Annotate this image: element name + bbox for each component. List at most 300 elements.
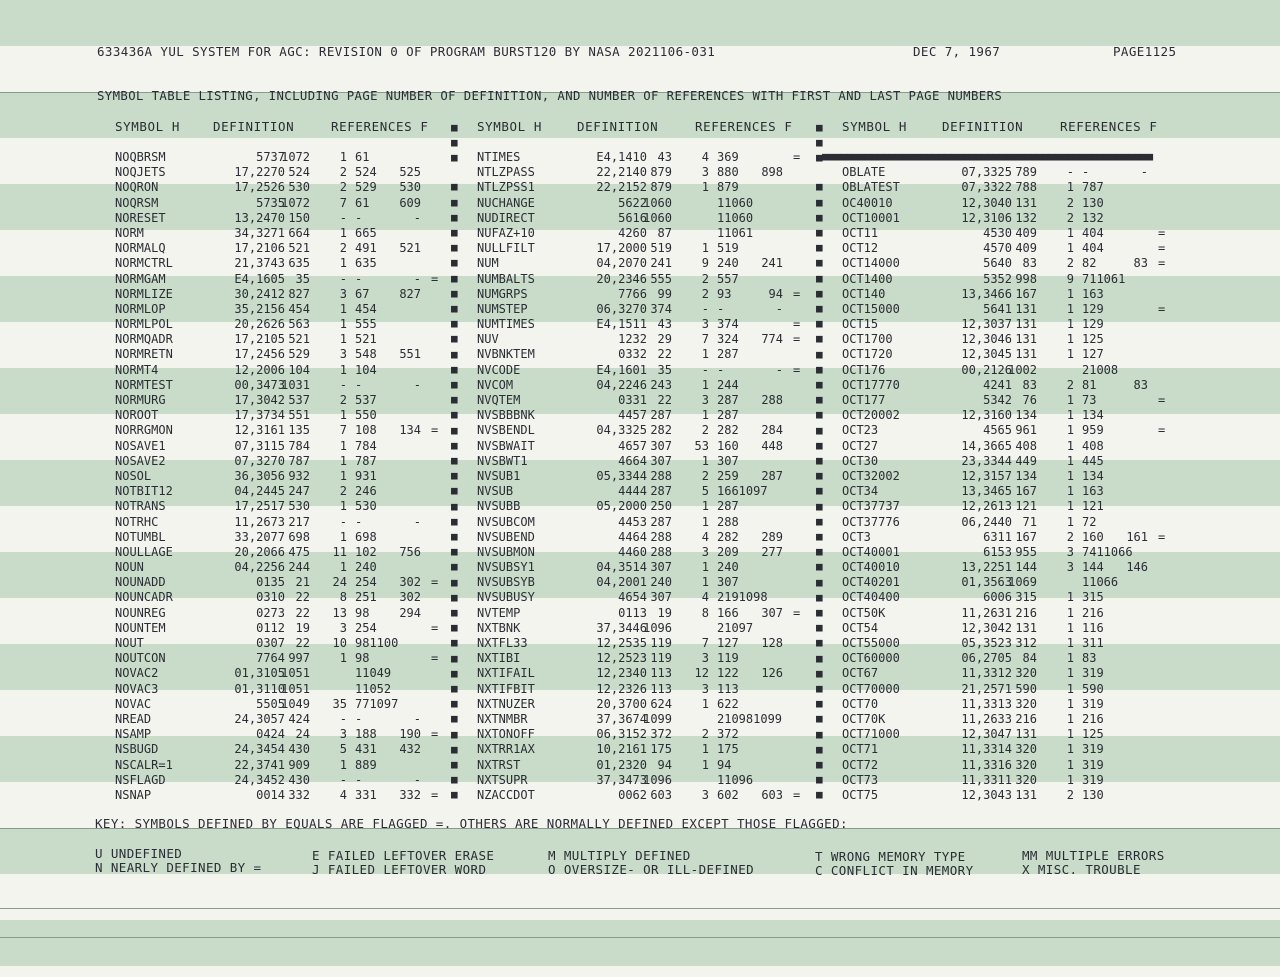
- definition-page: 320: [1015, 757, 1037, 772]
- col-header-definition: DEFINITION: [577, 119, 659, 134]
- table-row: [477, 515, 817, 530]
- definition-page: 530: [288, 499, 310, 514]
- symbol-name: OCT70K: [842, 711, 886, 726]
- symbol-name: NVQTEM: [477, 393, 521, 407]
- definition-address: 06,2440: [961, 514, 1012, 529]
- reference-count: 2: [339, 484, 347, 499]
- table-row: [477, 423, 817, 438]
- definition-address: 20,3700: [596, 696, 647, 711]
- definition-page: 87: [657, 225, 672, 240]
- key-item: E FAILED LEFTOVER ERASE: [312, 848, 495, 863]
- first-reference-page: 93: [717, 286, 732, 301]
- definition-address: 04,2246: [596, 377, 647, 392]
- separator-bullet: ■: [816, 530, 823, 543]
- definition-address: 12,2006: [234, 362, 285, 377]
- flag: =: [431, 575, 439, 590]
- definition-address: 01,2320: [596, 757, 647, 772]
- last-reference-page: -: [1140, 165, 1148, 180]
- separator-bullet: ■: [451, 347, 458, 361]
- table-row: [115, 256, 455, 271]
- flag: =: [1158, 423, 1166, 438]
- reference-count: 3: [701, 681, 709, 696]
- first-reference-page: 404: [1082, 225, 1104, 240]
- symbol-name: NREAD: [115, 711, 152, 726]
- definition-page: 21: [295, 575, 310, 590]
- definition-address: E4,1601: [596, 362, 647, 377]
- symbol-name: OCT37776: [842, 514, 900, 529]
- definition-address: 00,3473: [234, 377, 285, 392]
- first-reference-page: 116: [1082, 620, 1104, 635]
- flag: =: [431, 651, 439, 666]
- first-reference-page: 879: [717, 180, 739, 195]
- definition-address: 34,3271: [234, 225, 285, 240]
- symbol-name: OCT70000: [842, 681, 900, 696]
- definition-page: 282: [650, 423, 672, 438]
- definition-page: 113: [650, 666, 672, 681]
- last-reference-page: 284: [761, 423, 783, 438]
- definition-address: 12,3047: [961, 727, 1012, 742]
- separator-bullet: ■: [451, 378, 458, 391]
- definition-page: 1072: [281, 195, 310, 210]
- symbol-name: OCT17770: [842, 377, 900, 392]
- definition-page: 99: [657, 286, 672, 301]
- definition-page: 955: [1015, 544, 1037, 559]
- separator-bullet: ■: [816, 666, 823, 680]
- definition-page: 320: [1015, 742, 1037, 757]
- reference-count: 1: [1066, 393, 1074, 407]
- separator-bullet: ■: [816, 727, 823, 741]
- definition-address: 11,2631: [961, 605, 1012, 620]
- definition-address: 17,2106: [234, 241, 285, 256]
- definition-address: 5640: [983, 256, 1012, 271]
- reference-count: 1: [701, 560, 709, 575]
- key-item: MM MULTIPLE ERRORS: [1022, 848, 1165, 863]
- definition-address: 6311: [983, 529, 1012, 544]
- definition-address: 37,3674: [596, 711, 647, 726]
- key-title: KEY: SYMBOLS DEFINED BY EQUALS ARE FLAGGED =. OTHERS ARE NORMALLY DEFINED EXCEPT THOSE FLAGGED:: [95, 816, 848, 831]
- definition-address: 12,3045: [961, 347, 1012, 362]
- symbol-name: NSNAP: [115, 787, 152, 802]
- first-reference-page: 259: [717, 468, 739, 483]
- symbol-name: NOUT: [115, 636, 144, 650]
- table-row: [115, 272, 455, 287]
- table-row: [115, 712, 455, 727]
- definition-page: 320: [1015, 772, 1037, 787]
- last-reference-page: 277: [761, 544, 783, 559]
- table-row: [842, 682, 1182, 697]
- definition-address: 12,2613: [961, 499, 1012, 514]
- first-reference-page: -: [355, 772, 363, 787]
- table-row: [477, 378, 817, 393]
- separator-bullet: ■: [451, 742, 458, 756]
- table-row: [477, 302, 817, 317]
- definition-address: 07,3325: [961, 165, 1012, 180]
- definition-page: 134: [1015, 408, 1037, 423]
- symbol-name: OCT1400: [842, 271, 893, 286]
- table-row: [477, 697, 817, 712]
- table-row: [477, 484, 817, 499]
- reference-count: -: [339, 514, 347, 529]
- symbol-name: OBLATE: [842, 165, 886, 180]
- reference-count: 2: [339, 241, 347, 256]
- definition-page: 135: [288, 423, 310, 438]
- reference-count: 1: [339, 225, 347, 240]
- reference-count: 1: [1066, 408, 1074, 423]
- reference-count: 1: [1066, 605, 1074, 620]
- first-reference-page: 73: [1082, 393, 1097, 407]
- definition-address: 0307: [256, 636, 285, 650]
- reference-count: 1: [1066, 514, 1074, 529]
- definition-page: 83: [1022, 377, 1037, 392]
- col-header-symbol: SYMBOL H: [477, 119, 543, 134]
- table-row: [115, 758, 455, 773]
- table-row: [115, 408, 455, 423]
- first-reference-page: 319: [1082, 666, 1104, 681]
- definition-page: 131: [1015, 347, 1037, 362]
- symbol-name: OCT140: [842, 286, 886, 301]
- first-reference-page: -: [717, 362, 725, 377]
- separator-bullet: ■: [816, 286, 823, 300]
- reference-count: 1: [701, 408, 709, 423]
- symbol-name: OCT20002: [842, 408, 900, 423]
- table-row: [115, 590, 455, 605]
- table-row: [842, 439, 1182, 454]
- definition-page: 449: [1015, 453, 1037, 468]
- definition-page: 216: [1015, 711, 1037, 726]
- first-reference-page: 104: [355, 362, 377, 377]
- definition-page: 131: [1015, 332, 1037, 347]
- table-row: [477, 606, 817, 621]
- table-row: [477, 545, 817, 560]
- table-row: [842, 590, 1182, 605]
- symbol-name: NVSUB1: [477, 468, 521, 483]
- definition-address: 12,2523: [596, 651, 647, 666]
- reference-count: 1: [339, 438, 347, 453]
- table-row: [842, 317, 1182, 332]
- definition-address: 11,3311: [961, 772, 1012, 787]
- reference-count: 1: [339, 150, 347, 164]
- definition-address: 12,3042: [961, 620, 1012, 635]
- first-reference-page: 251: [355, 590, 377, 605]
- definition-address: 11,3312: [961, 666, 1012, 681]
- symbol-name: NORMLIZE: [115, 286, 173, 301]
- definition-address: 5737: [256, 150, 285, 164]
- definition-address: 00,2126: [961, 362, 1012, 377]
- definition-page: 131: [1015, 620, 1037, 635]
- reference-count: 2: [1066, 256, 1074, 271]
- first-reference-page: 319: [1082, 772, 1104, 787]
- definition-address: 07,3270: [234, 453, 285, 468]
- definition-address: 01,3563: [961, 575, 1012, 590]
- first-reference-page: 127: [1082, 347, 1104, 362]
- first-reference-page: 11066: [1082, 575, 1119, 590]
- first-reference-page: 134: [1082, 468, 1104, 483]
- first-reference-page: -: [355, 210, 363, 225]
- symbol-name: NVSUBB: [477, 499, 521, 514]
- symbol-name: OCT14000: [842, 256, 900, 271]
- table-row: [477, 393, 817, 408]
- table-row: [842, 211, 1182, 226]
- last-reference-page: -: [413, 271, 421, 286]
- first-reference-page: 711061: [1082, 271, 1126, 286]
- first-reference-page: 369: [717, 150, 739, 164]
- symbol-name: NOTBIT12: [115, 484, 173, 499]
- table-row: [477, 454, 817, 469]
- definition-page: 121: [1015, 499, 1037, 514]
- definition-address: 20,2066: [234, 544, 285, 559]
- definition-page: 132: [1015, 210, 1037, 225]
- symbol-name: NUMBALTS: [477, 271, 535, 286]
- first-reference-page: 102: [355, 544, 377, 559]
- table-row: [477, 165, 817, 180]
- definition-page: 408: [1015, 438, 1037, 453]
- flag: =: [1158, 301, 1166, 316]
- definition-page: 374: [650, 301, 672, 316]
- definition-page: 131: [1015, 301, 1037, 316]
- first-reference-page: 209: [717, 544, 739, 559]
- definition-page: 287: [650, 514, 672, 529]
- key-item: O OVERSIZE- OR ILL-DEFINED: [548, 862, 755, 877]
- symbol-name: NVSBENDL: [477, 423, 535, 438]
- table-row: [115, 545, 455, 560]
- table-row: [477, 469, 817, 484]
- definition-address: 6153: [983, 544, 1012, 559]
- reference-count: 1: [339, 757, 347, 772]
- symbol-name: NVSBBBNK: [477, 408, 535, 423]
- definition-page: 521: [288, 241, 310, 256]
- separator-bullet: ■: [816, 210, 823, 224]
- definition-address: 4654: [618, 590, 647, 605]
- separator-bullet: ■: [816, 514, 823, 528]
- reference-count: 10: [332, 636, 347, 650]
- first-reference-page: 331: [355, 787, 377, 802]
- symbol-column-2: [477, 150, 817, 803]
- table-row: [477, 636, 817, 651]
- symbol-name: NORMQADR: [115, 332, 173, 347]
- table-row: [115, 241, 455, 256]
- flag: =: [1158, 393, 1166, 407]
- first-reference-page: 72: [1082, 514, 1097, 529]
- first-reference-page: 374: [717, 317, 739, 332]
- first-reference-page: 635: [355, 256, 377, 271]
- definition-page: 288: [650, 468, 672, 483]
- symbol-name: NOUN: [115, 560, 144, 575]
- symbol-name: NVTEMP: [477, 605, 521, 620]
- last-reference-page: -: [413, 514, 421, 529]
- flag: =: [793, 787, 801, 802]
- first-reference-page: 134: [1082, 408, 1104, 423]
- reference-count: 2: [339, 165, 347, 180]
- symbol-name: OCT37737: [842, 499, 900, 514]
- table-row: [115, 378, 455, 393]
- definition-page: 119: [650, 651, 672, 666]
- table-row: [115, 621, 455, 636]
- definition-address: 11,2673: [234, 514, 285, 529]
- symbol-name: NOVAC: [115, 696, 152, 711]
- first-reference-page: 521: [355, 332, 377, 347]
- definition-page: 332: [288, 787, 310, 802]
- table-row: [115, 469, 455, 484]
- symbol-name: OBLATEST: [842, 180, 900, 195]
- table-row: [477, 712, 817, 727]
- separator-bullet: ■: [451, 773, 458, 787]
- first-reference-page: 61: [355, 150, 370, 164]
- definition-address: 1232: [618, 332, 647, 347]
- definition-address: 22,2140: [596, 165, 647, 180]
- definition-address: 07,3322: [961, 180, 1012, 195]
- definition-page: 1049: [281, 696, 310, 711]
- symbol-name: NXTIFBIT: [477, 681, 535, 696]
- table-row: [842, 332, 1182, 347]
- separator-bullet: ■: [451, 226, 458, 239]
- definition-address: 4453: [618, 514, 647, 529]
- reference-count: 3: [1066, 544, 1074, 559]
- symbol-name: NUCHANGE: [477, 195, 535, 210]
- definition-page: 555: [650, 271, 672, 286]
- definition-page: 35: [295, 271, 310, 286]
- symbol-name: NVSBWT1: [477, 453, 528, 468]
- first-reference-page: 529: [355, 180, 377, 195]
- last-reference-page: 898: [761, 165, 783, 180]
- first-reference-page: 771097: [355, 696, 399, 711]
- reference-count: 3: [339, 286, 347, 301]
- symbol-name: OCT54: [842, 620, 879, 635]
- separator-bullet: ■: [816, 302, 823, 315]
- reference-count: 3: [701, 317, 709, 332]
- first-reference-page: 698: [355, 529, 377, 544]
- symbol-name: NXTONOFF: [477, 727, 535, 742]
- symbol-name: NULLFILT: [477, 241, 535, 256]
- last-reference-page: 827: [399, 286, 421, 301]
- first-reference-page: 61: [355, 195, 370, 210]
- definition-address: 7766: [618, 286, 647, 301]
- first-reference-page: 254: [355, 575, 377, 590]
- definition-address: 17,2456: [234, 347, 285, 362]
- symbol-name: NVSUBUSY: [477, 590, 535, 605]
- reference-count: 1: [1066, 666, 1074, 681]
- table-row: [477, 256, 817, 271]
- key-item: N NEARLY DEFINED BY =: [95, 860, 262, 875]
- definition-address: 05,2000: [596, 499, 647, 514]
- symbol-name: NOULLAGE: [115, 544, 173, 559]
- separator-bullet: ■: [816, 697, 823, 711]
- table-row: [842, 651, 1182, 666]
- definition-address: 0332: [618, 347, 647, 362]
- definition-address: 17,2105: [234, 332, 285, 347]
- table-row: [115, 499, 455, 514]
- last-reference-page: -: [413, 210, 421, 225]
- symbol-name: NTLZPSS1: [477, 180, 535, 195]
- first-reference-page: 880: [717, 165, 739, 180]
- table-row: [842, 393, 1182, 408]
- table-row: [842, 773, 1182, 788]
- symbol-column-1: [115, 150, 455, 803]
- table-row: [477, 408, 817, 423]
- first-reference-page: 491: [355, 241, 377, 256]
- reference-count: 7: [701, 332, 709, 347]
- col-header-definition: DEFINITION: [213, 119, 295, 134]
- last-reference-page: -: [775, 362, 783, 377]
- definition-address: 0135: [256, 575, 285, 590]
- separator-bullet: ■: [451, 362, 458, 376]
- definition-address: 17,3734: [234, 408, 285, 423]
- symbol-name: OCT73: [842, 772, 879, 787]
- definition-page: 134: [1015, 468, 1037, 483]
- table-row: [477, 773, 817, 788]
- symbol-name: NORMLOP: [115, 301, 166, 316]
- table-row: [115, 196, 455, 211]
- definition-address: 4460: [618, 544, 647, 559]
- reference-count: 1: [1066, 590, 1074, 605]
- reference-count: 24: [332, 575, 347, 590]
- reference-count: 7: [701, 636, 709, 650]
- definition-page: 961: [1015, 423, 1037, 438]
- table-row: [115, 727, 455, 742]
- first-reference-page: 311: [1082, 636, 1104, 650]
- definition-address: 22,3741: [234, 757, 285, 772]
- reference-count: 1: [701, 757, 709, 772]
- symbol-name: NXTIFAIL: [477, 666, 535, 681]
- definition-address: 13,3466: [961, 286, 1012, 301]
- separator-bullet: ■: [816, 408, 823, 422]
- first-reference-page: 144: [1082, 560, 1104, 575]
- table-row: [477, 363, 817, 378]
- reference-count: 1: [701, 241, 709, 256]
- first-reference-page: 160: [717, 438, 739, 453]
- header-title: 633436A YUL SYSTEM FOR AGC: REVISION 0 OF PROGRAM BURST120 BY NASA 2021106-031: [97, 44, 716, 59]
- separator-bullet: ■: [816, 332, 823, 346]
- separator-bullet: ■: [451, 758, 458, 771]
- definition-page: 787: [288, 453, 310, 468]
- definition-address: 06,3152: [596, 727, 647, 742]
- reference-count: 1: [701, 575, 709, 590]
- definition-address: 01,3105: [234, 666, 285, 681]
- symbol-name: OCT34: [842, 484, 879, 499]
- definition-address: 5622: [618, 195, 647, 210]
- symbol-name: NTLZPASS: [477, 165, 535, 180]
- separator-bullet: ■: [816, 545, 823, 559]
- definition-address: 0424: [256, 727, 285, 742]
- table-row: [842, 530, 1182, 545]
- first-reference-page: 216: [1082, 711, 1104, 726]
- table-row: [477, 272, 817, 287]
- col-header-symbol: SYMBOL H: [842, 119, 908, 134]
- definition-page: 22: [657, 347, 672, 362]
- flag: =: [793, 362, 801, 377]
- table-row: [842, 499, 1182, 514]
- table-row: [477, 621, 817, 636]
- table-row: [477, 180, 817, 195]
- symbol-name: NUFAZ+10: [477, 225, 535, 240]
- first-reference-page: -: [355, 711, 363, 726]
- separator-bullet: ■: [816, 438, 823, 452]
- key-item: T WRONG MEMORY TYPE: [815, 849, 966, 864]
- separator-bullet: ■: [451, 408, 458, 422]
- definition-address: 04,2001: [596, 575, 647, 590]
- symbol-name: NOQRON: [115, 180, 159, 195]
- separator-bullet: ■: [816, 151, 823, 165]
- first-reference-page: 129: [1082, 317, 1104, 332]
- symbol-name: OCT55000: [842, 636, 900, 650]
- definition-page: 150: [288, 210, 310, 225]
- key-item: U UNDEFINED: [95, 846, 183, 861]
- definition-page: 1069: [1008, 575, 1037, 590]
- reference-count: 1: [1066, 727, 1074, 742]
- reference-count: 5: [701, 484, 709, 499]
- symbol-name: NVSUBCOM: [477, 514, 535, 529]
- symbol-name: OCT70: [842, 696, 879, 711]
- last-reference-page: -: [413, 377, 421, 392]
